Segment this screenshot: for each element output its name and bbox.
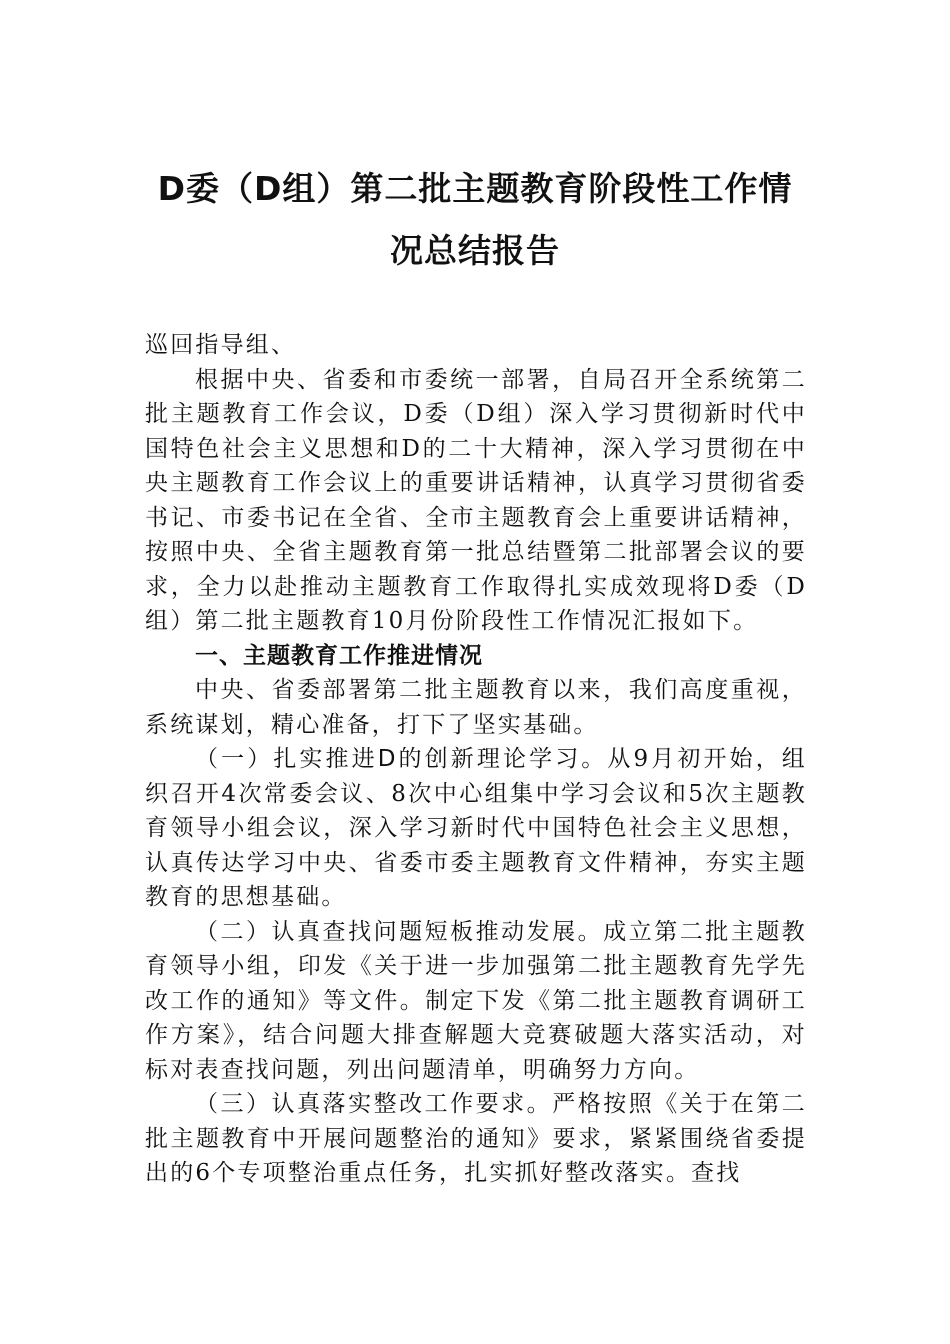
item-2-text: 成立第二批主题教育领导小组，印发《关于进一步加强第二批主题教育先学先改工作的通知》等文件。制定下发《第二批主题教育调研工作方案》，结合问题大排查解题大竞赛破题大落实活动，对标对表查找问题，列出问题清单，明确努力方向。 [145, 918, 807, 1083]
item-1-heading: （一）扎实推进D的创新理论学习。 [195, 746, 608, 772]
item-1-text: 从9月初开始，组织召开4次常委会议、8次中心组集中学习会议和5次主题教育领导小组会议，深入学习新时代中国特色社会主义思想，认真传达学习中央、省委市委主题教育文件精神，夯实主题教育的思想基础。 [145, 746, 807, 910]
item-2-paragraph [145, 915, 807, 1088]
document-title [140, 158, 810, 282]
salutation: 巡回指导组、 [145, 332, 297, 358]
intro-paragraph: 根据中央、省委和市委统一部署，自局召开全系统第二批主题教育工作会议，D委（D组）深入学习贯彻新时代中国特色社会主义思想和D的二十大精神，深入学习贯彻在中央主题教育工作会议上的重要讲话精神，认真学习贯彻省委书记、市委书记在全省、全市主题教育会上重要讲话精神，按照中央、全省主题教育第一批总结暨第二批部署会议的要求，全力以赴推动主题教育工作取得扎实成效现将D委（D组）第二批主题教育10月份阶段性工作情况汇报如下。 [145, 366, 807, 634]
item-3-text: 严格按照《关于在第二批主题教育中开展问题整治的通知》要求，紧紧围绕省委提出的6个专项整治重点任务，扎实抓好整改落实。查找 [145, 1091, 807, 1186]
item-3-paragraph [145, 1087, 807, 1191]
section-1-heading: 一、主题教育工作推进情况 [195, 642, 483, 669]
item-3-heading: （三）认真落实整改工作要求。 [195, 1091, 553, 1117]
section-1-intro: 中央、省委部署第二批主题教育以来，我们高度重视，系统谋划，精心准备，打下了坚实基础。 [145, 677, 807, 738]
document-body [145, 328, 807, 1191]
title-line-1: D委（D组）第二批主题教育阶段性工作情 [157, 169, 793, 208]
item-1-paragraph [145, 742, 807, 915]
item-2-heading: （二）认真查找问题短板推动发展。 [195, 918, 604, 945]
title-line-2: 况总结报告 [390, 231, 560, 270]
